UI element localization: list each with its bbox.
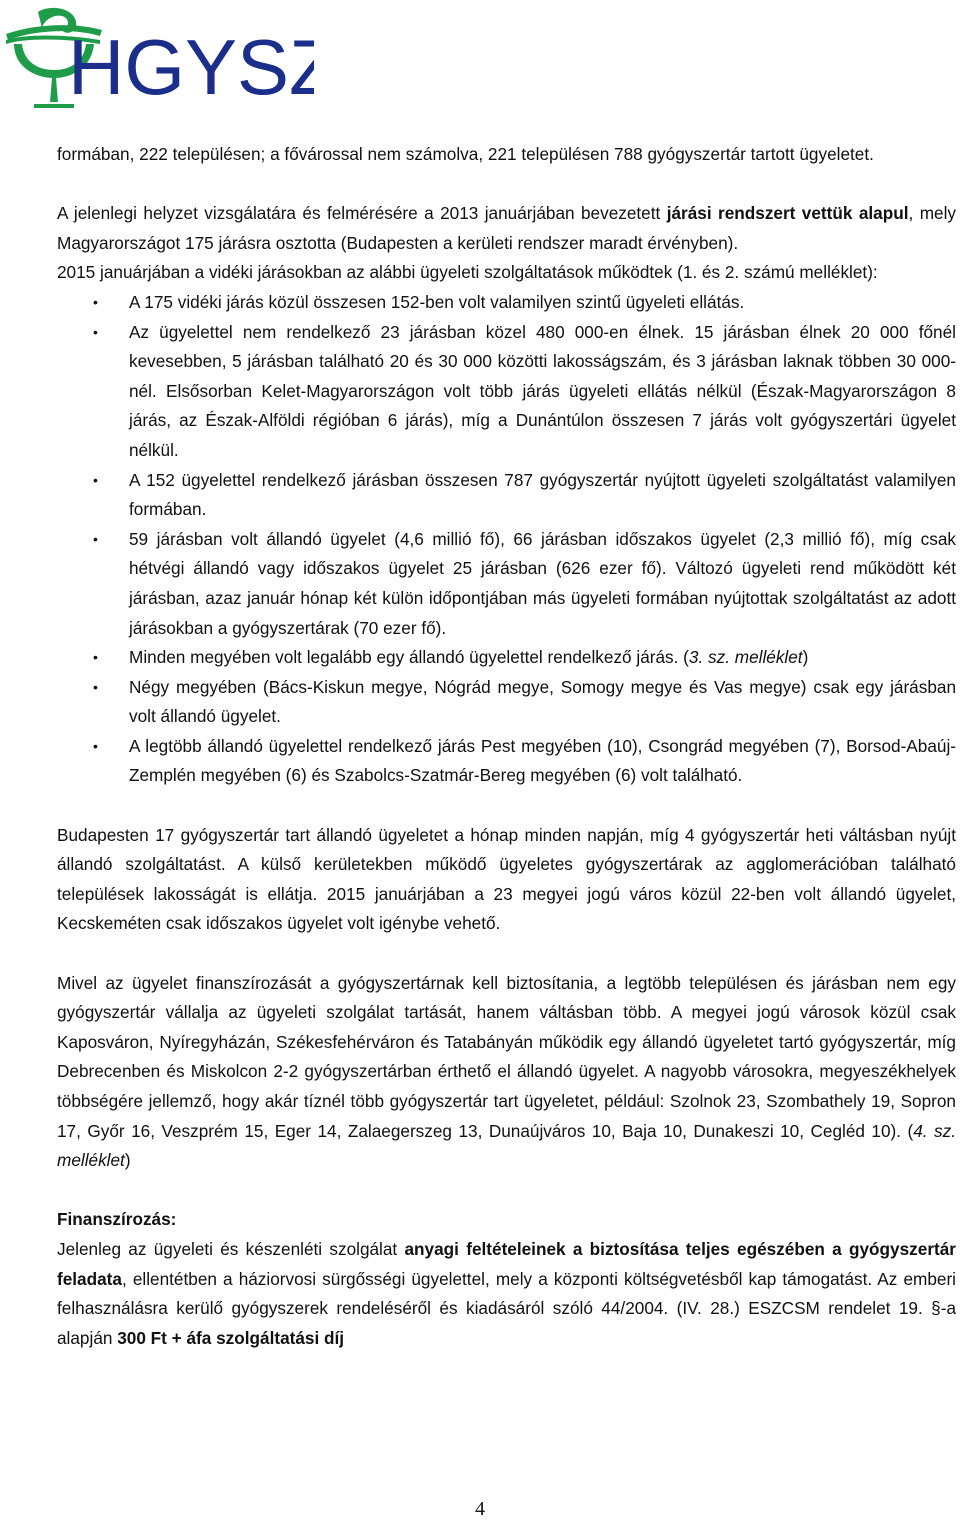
bullet-icon: • xyxy=(93,323,98,340)
paragraph-6: Jelenleg az ügyeleti és készenléti szolgálat anyagi feltételeinek a biztosítása teljes egészében a gyógyszertár feladata, ellentétben a háziorvosi sürgősségi ügyelettel, mely a központi költségvetésből kap támogatást. Az emberi felhasználásra kerülő gyógyszerek rendeléséről és kiadásáról szóló 44/2004. (IV. 28.) ESZCSM rendelet 19. §-a alapján 300 Ft + áfa szolgáltatási díj xyxy=(57,1238,956,1348)
bullet-icon: • xyxy=(93,530,98,547)
list-item: • Négy megyében (Bács-Kiskun megye, Nógrád megye, Somogy megye és Vas megye) csak egy járásban volt állandó ügyelet. xyxy=(57,673,956,732)
page-number: 4 xyxy=(475,1498,485,1520)
paragraph-4: Budapesten 17 gyógyszertár tart állandó ügyeletet a hónap minden napján, míg 4 gyógyszertár heti váltásban nyújt állandó szolgáltatást. A külső kerületekben működő ügyeletes gyógyszertárak az agglomerációban található települések lakosságát is ellátja. 2015 januárjában a 23 megyei jogú város közül 22-ben volt állandó ügyelet, Kecskeméten csak időszakos ügyelet volt igénybe vehető. xyxy=(57,824,956,934)
hgysz-logo xyxy=(4,4,314,108)
paragraph-2: A jelenlegi helyzet vizsgálatára és felmérésére a 2013 januárjában bevezetett járási rendszert vettük alapul, mely Magyarországot 175 járásra osztotta (Budapesten a kerületi rendszer maradt érvényben). xyxy=(57,203,956,253)
list-item: • A 152 ügyelettel rendelkező járásban összesen 787 gyógyszertár nyújtott ügyeleti szolgáltatást valamilyen formában. xyxy=(57,466,956,525)
list-item: • Minden megyében volt legalább egy állandó ügyelettel rendelkező járás. (3. sz. melléklet) xyxy=(57,643,956,673)
paragraph-3: 2015 januárjában a vidéki járásokban az alábbi ügyeleti szolgáltatások működtek (1. és 2. számú melléklet): xyxy=(57,262,878,283)
bullet-icon: • xyxy=(93,649,98,666)
bullet-icon: • xyxy=(93,678,98,695)
paragraph-5: Mivel az ügyelet finanszírozását a gyógyszertárnak kell biztosítania, a legtöbb településen és járásban nem egy gyógyszertár vállalja az ügyeleti szolgálat tartását, hanem váltásban több. A megyei jogú városok közül csak Kaposváron, Nyíregyházán, Székesfehérváron és Tatabányán működik egy állandó ügyeletet tartó gyógyszertár, míg Debrecenben és Miskolcon 2-2 gyógyszertárban érthető el állandó ügyelet. A nagyobb városokra, megyeszékhelyek többségére jellemző, hogy akár tíznél több gyógyszertár tart ügyeletet, például: Szolnok 23, Szombathely 19, Sopron 17, Győr 16, Veszprém 15, Eger 14, Zalaegerszeg 13, Dunaújváros 10, Baja 10, Dunakeszi 10, Cegléd 10). (4. sz. melléklet) xyxy=(57,972,956,1171)
list-item: • 59 járásban volt állandó ügyelet (4,6 millió fő), 66 járásban időszakos ügyelet (2,3 millió fő), míg csak hétvégi állandó vagy időszakos ügyelet 25 járásban (626 ezer fő). Változó ügyeleti rend működött két járásban, azaz január hónap két külön időpontjában más ügyeleti formában nyújtottak szolgáltatást az adott járásokban a gyógyszertárak (70 ezer fő). xyxy=(57,525,956,643)
bullet-icon: • xyxy=(93,293,98,310)
bullet-icon: • xyxy=(93,737,98,754)
logo-text: HGYSZ xyxy=(68,23,314,108)
bullet-list xyxy=(57,288,956,791)
document-body xyxy=(57,140,956,1353)
list-item: • A legtöbb állandó ügyelettel rendelkező járás Pest megyében (10), Csongrád megyében (7), Borsod-Abaúj-Zemplén megyében (6) és Szabolcs-Szatmár-Bereg megyében (6) volt található. xyxy=(57,732,956,791)
section-heading: Finanszírozás: xyxy=(57,1209,177,1230)
list-item: • A 175 vidéki járás közül összesen 152-ben volt valamilyen szintű ügyeleti ellátás. xyxy=(57,288,956,318)
bullet-icon: • xyxy=(93,471,98,488)
list-item: • Az ügyelettel nem rendelkező 23 járásban közel 480 000-en élnek. 15 járásban élnek 20 000 főnél kevesebben, 5 járásban található 20 és 30 000 közötti lakosságszám, és 3 járásban laknak többen 30 000-nél. Elsősorban Kelet-Magyarországon volt több járás ügyeleti ellátás nélkül (Észak-Magyarországon 8 járás, az Észak-Alföldi régióban 6 járás), míg a Dunántúlon összesen 7 járás volt gyógyszertári ügyelet nélkül. xyxy=(57,318,956,466)
paragraph-1: formában, 222 településen; a fővárossal nem számolva, 221 településen 788 gyógyszertár tartott ügyeletet. xyxy=(57,144,874,164)
